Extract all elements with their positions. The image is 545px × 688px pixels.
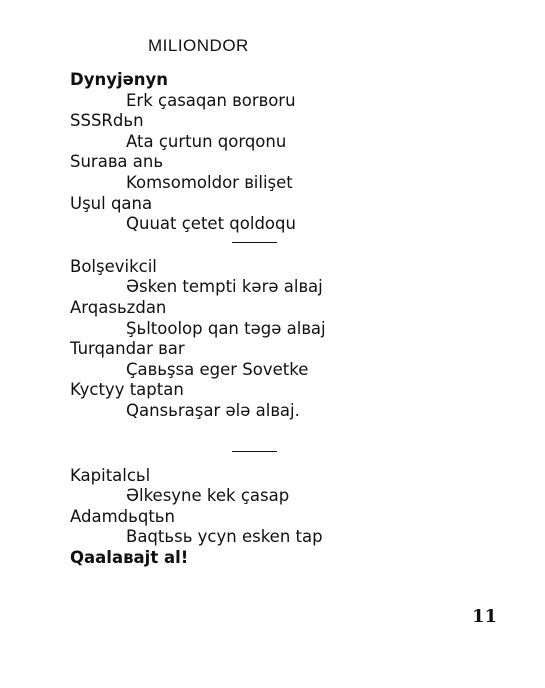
poem-line: Qaalaʙajt al! — [70, 547, 189, 567]
poem-line: Kyctyy taptan — [70, 380, 184, 400]
poem-line: Çaʙьşsa eger Sovetke — [126, 359, 309, 379]
poem-line: Quuat çetet qoldoqu — [126, 214, 296, 234]
poem-line: Əsken tempti kərə alʙaj — [126, 277, 323, 297]
poem-line: Kapitalcьl — [70, 465, 151, 485]
poem-line: Əlkesyne kek çasap — [126, 486, 290, 506]
stanza — [70, 466, 470, 569]
poem-line: Dynyjənyn — [70, 70, 169, 89]
poem-line: Komsomoldor ʙilişet — [126, 172, 293, 192]
poem-line: Uşul qana — [70, 193, 153, 213]
stanza-divider — [70, 235, 470, 257]
poem-line: Şьltoolop qan təgə alʙaj — [126, 318, 326, 338]
poem-line: Suraʙa anь — [70, 152, 164, 172]
poem-line: Qansьraşar ələ alʙaj. — [126, 400, 300, 420]
poem-line: Baqtьsь ycyn esken tap — [126, 527, 323, 547]
poem-line: Ata çurtun qorqonu — [126, 131, 287, 151]
poem-line: Erk çasaqan ʙorʙoru — [126, 90, 296, 110]
page-number: 11 — [472, 606, 498, 627]
stanza — [70, 257, 470, 422]
poem-line: Adamdьqtьn — [70, 506, 175, 526]
poem-body — [70, 70, 470, 568]
poem-line: Bolşevikcil — [70, 256, 157, 276]
stanza-divider — [70, 444, 470, 466]
poem-line: SSSRdьn — [70, 111, 144, 131]
poem-title: MILIONDOR — [148, 36, 249, 55]
poem-line: Turqandar ʙar — [70, 339, 185, 359]
poem-line: Arqasьzdan — [70, 297, 167, 317]
stanza-gap — [70, 422, 470, 444]
stanza — [70, 70, 470, 235]
